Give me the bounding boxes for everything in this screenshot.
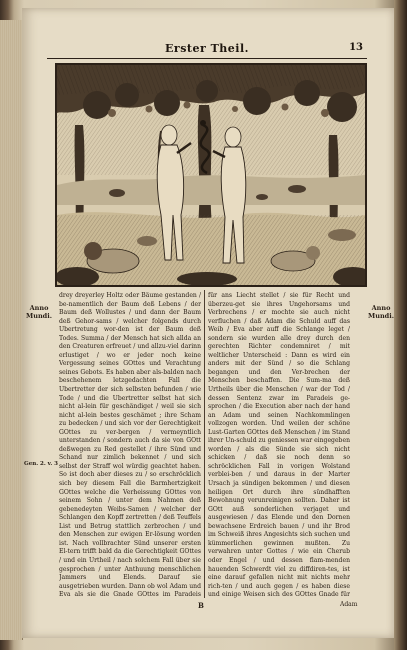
- running-head: [47, 42, 367, 59]
- margin-note-right: Anno Mundi.: [368, 304, 394, 320]
- page-number: 13: [349, 42, 363, 53]
- column-divider: [204, 290, 205, 598]
- signature-mark: B: [198, 601, 204, 610]
- catchword: Adam: [340, 601, 358, 608]
- page-stack-edge: [0, 20, 23, 640]
- book-page: [22, 8, 394, 638]
- book-right-edge: [394, 0, 407, 650]
- margin-note-left: Anno Mundi.: [26, 304, 52, 320]
- engraving-adam-eve-garden: [57, 65, 365, 285]
- margin-reference: Gen. 2. v. 3: [24, 461, 58, 467]
- engraving-illustration: [55, 63, 367, 287]
- text-column-left: drey dreyerley Holtz oder Bäume gestanden / be-namentlich der Baum deß Lebens / der Baum deß Wollustes / und dann der Baum deß Gehor-sams / welcher folgends durch Ubertretung wor-den ist der Baum deß Todes. Summa / der Mensch hat sich allda an den Creaturen erfreuet / und allzu-viel darinn erlustiget / wo er jeder noch keine Vergessung seines GOttes und Verachtung seines Gebots. Es haben aber als-balden nach beschehenem letzgedachten Fall die Ubertretter der sich selbsten befunden / wie Tode / und die Ubertretter selbst hat sich nicht al-lein für geschändiget / weil sie sich nicht al-lein bestes geschämet ; ihre Scham zu bedecken / und sich vor der Gerechtigkeit GOttes zu ver-bergen / vermeyntlich unterstanden / sondern auch da sie von GOtt deßwegen zu Red gestellet / ihre Sünd und Schand nur zimlich bekennet / und sich selbst der Straff wol würdig geachtet haben. So ist doch aber dieses zu / so erschröcklich sich bey diesem Fall die Barmhertzigkeit GOttes welche die Verheissung GOttes von seinem Sohn / unter dem Nahmen deß gebenedeyten Weibs-Samen / welcher der Schlangen den Kopff zertretten / deß Teuffels List und Betrug stattlich zerbrochen / und den Menschen zur ewigen Er-lösung worden ist. Nach vollbrachter Sünd unserer ersten El-tern trifft bald da die Gerechtigkeit GOttes / und ein Urtheil / nach solchem Fall über sie gesprochen / unter Anthuung menschlichen Jammers und Elends. Darauf sie ausgetrieben wurden. Dann ob wol Adam und Eva als sie die Gnade GOttes im Paradeis: [59, 292, 201, 598]
- running-title: Erster Theil.: [165, 42, 249, 55]
- text-column-right: für ans Liecht stellet / sie für Recht und überzeu-get sie ihres Ungehorsams und Verbrechens / er mochte sie auch nicht verfluchen / daß Adam die Schuld auff das Weib / Eva aber auff die Schlange leget / sondern sie wurden alle drey durch den gerechten Richter condemniret / mit weltlicher Unterscheid : Dann es wird ein anders mit der Sünd / so die Schlang begangen und den Ver-brechen der Menschen beschaffen. Die Sum-ma deß Urtheils über die Menschen / war der Tod / dessen Sentenz zwar im Paradeis ge-sprochen / die Execution aber nach der hand an Adam und seinen Nachkommlingen vollzogen worden. Und weilen der schöne Lust-Garten GOttes deß Menschen / im Stand ihrer Un-schuld zu geniessen war eingegeben worden / als die Sünde sie sich nicht schicken / daß sie noch denn so schröcklichen Fall in vorigen Wolstand verblei-ben / und daraus in der Marter Ursach ja sündigen bekommen / und diesen heiligen Ort durch ihre sündhafften Bewohnung verunreinigen sollten. Daher ist GOtt auß sonderlichen verjaget und ausgewiesen / das Elende und den Dornen bewachsene Erdreich bauen / und ihr Brod im Schweiß ihres Angesichts sich suchen und kümmerlichen gewinnen mußten. Zu verwahren unter Gottes / wie ein Cherub oder Engel / und dessen flam-menden hauenden Schwerdt viel zu diffdiren-tes, ist eine darauf gefallen nicht mit nichts mehr rich-ten / und auch gegen / es haben diese und einige Weisen sich des GOttes Gnade für: [208, 292, 350, 598]
